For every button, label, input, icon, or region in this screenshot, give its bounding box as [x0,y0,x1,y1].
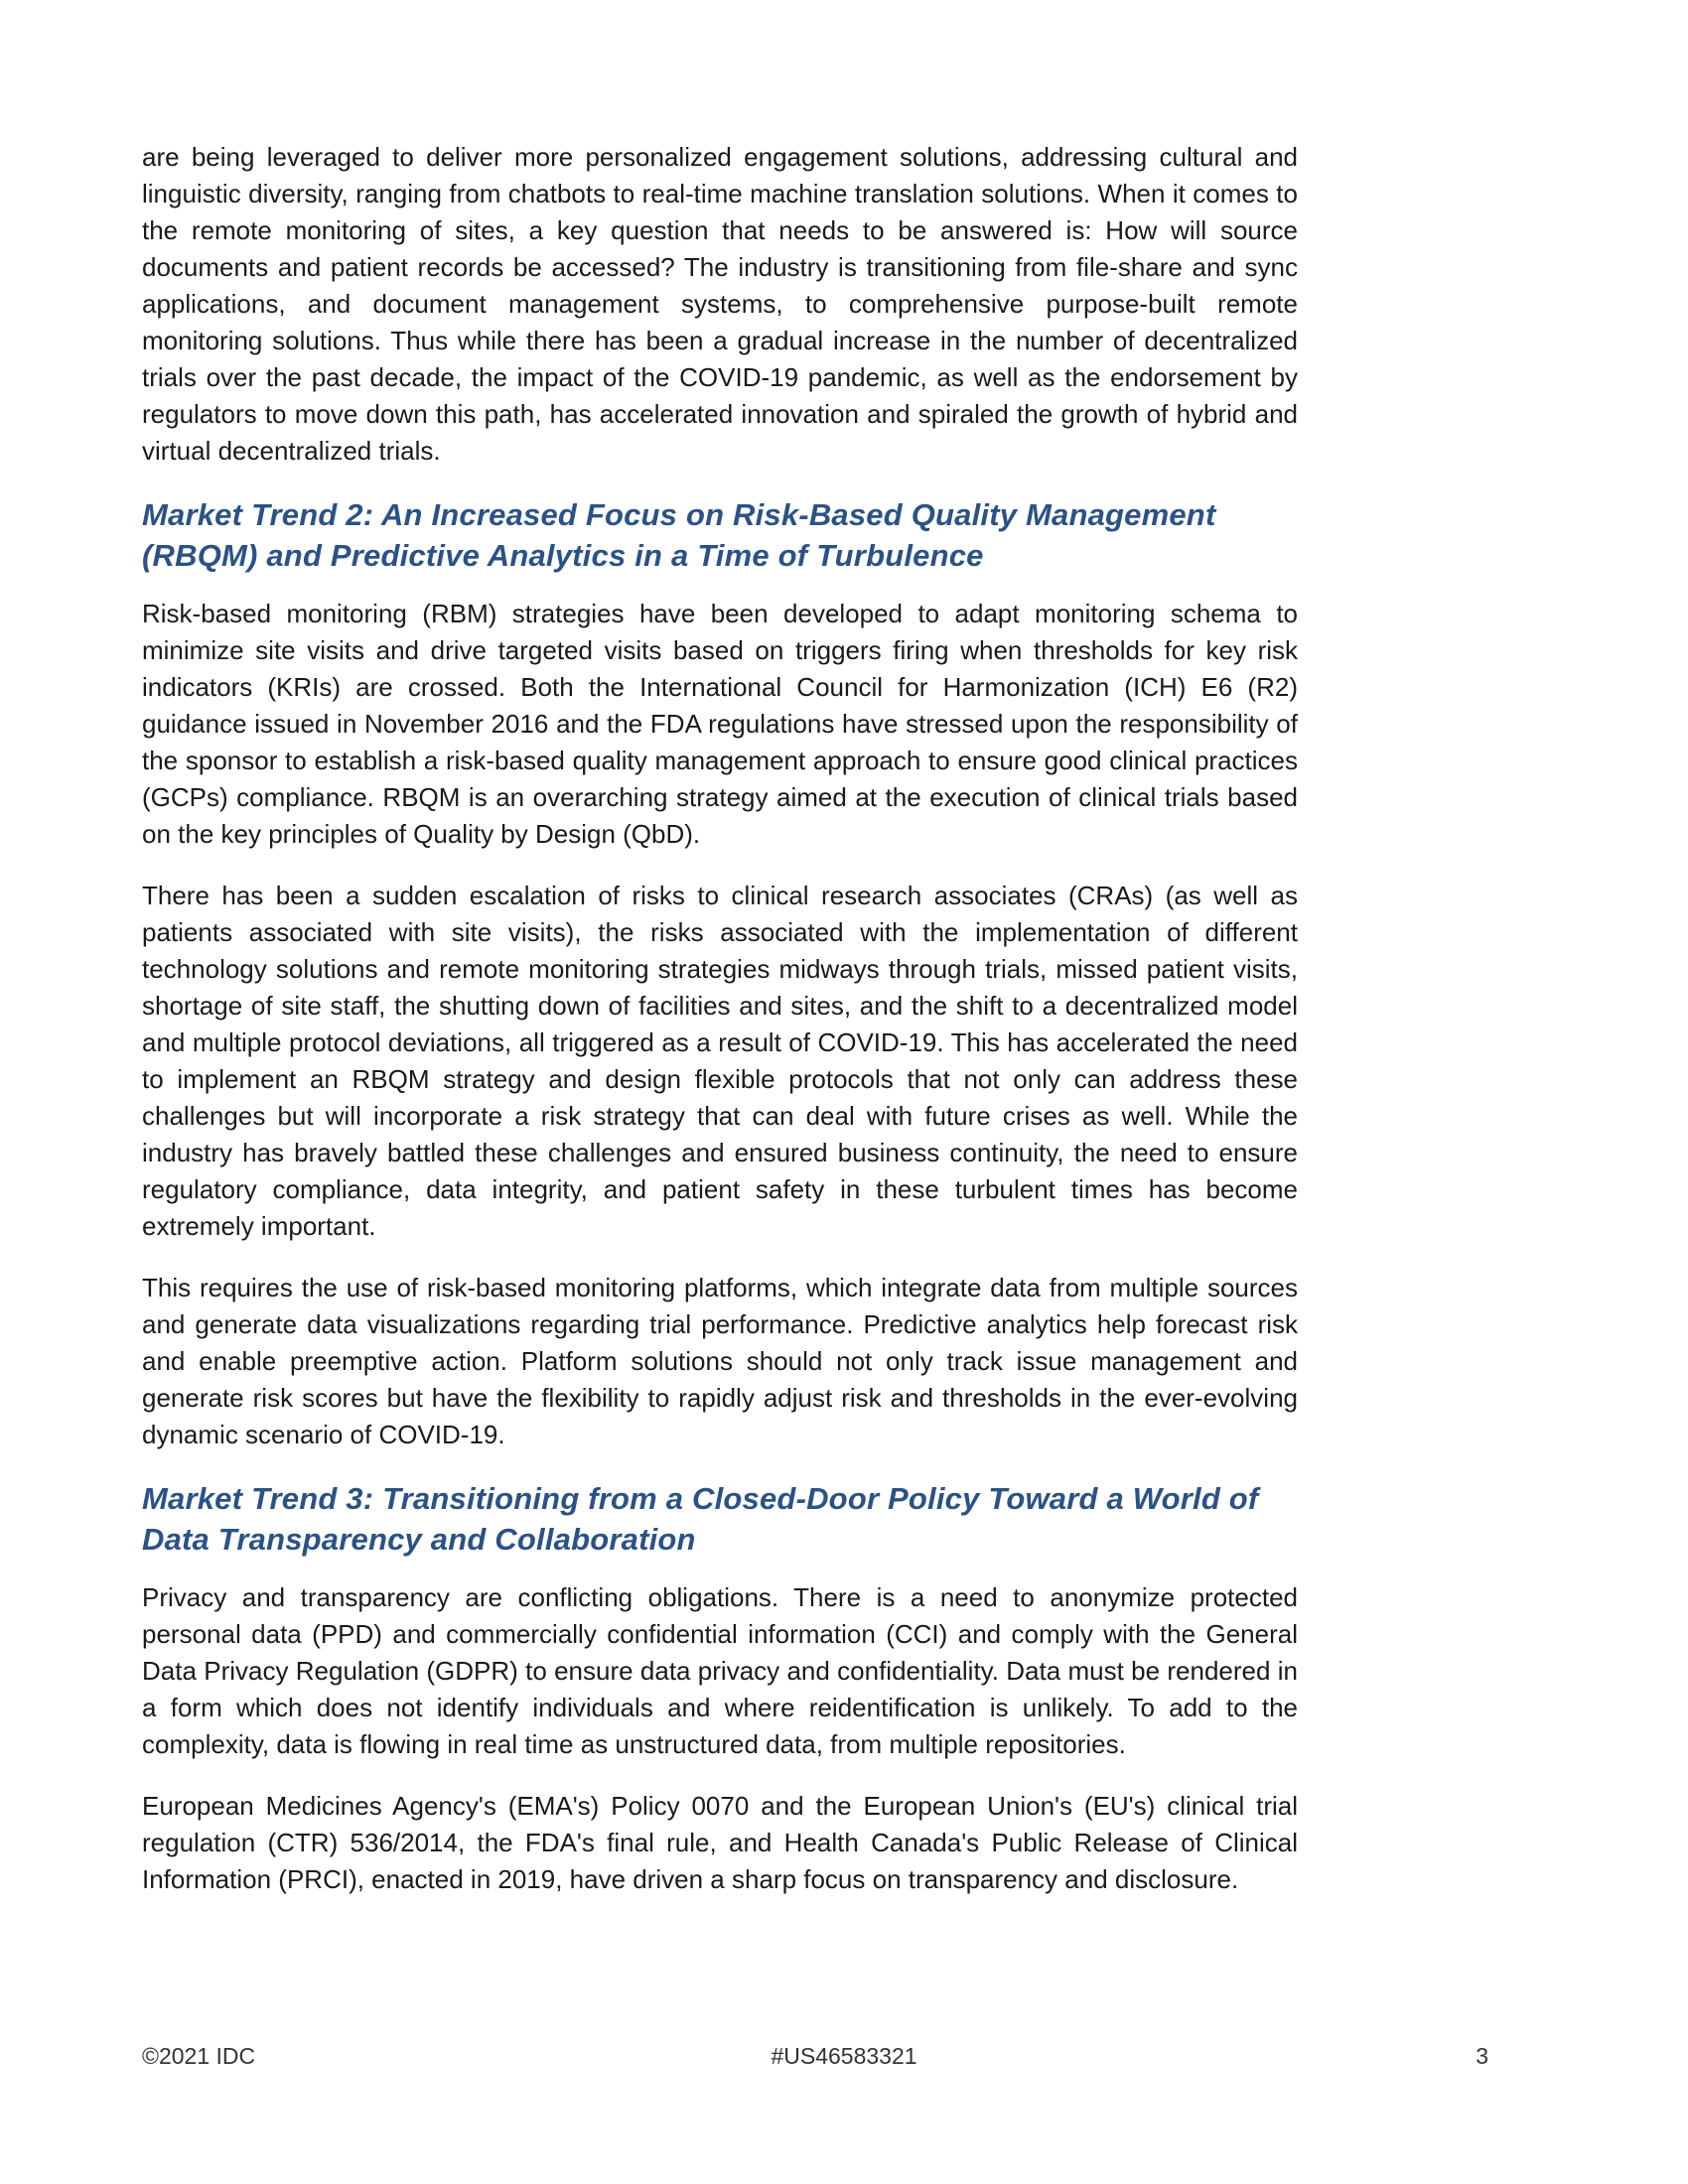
heading-line: Data Transparency and Collaboration [142,1522,696,1557]
body-paragraph: European Medicines Agency's (EMA's) Policy 0070 and the European Union's (EU's) clinical trial regulation (CTR) 536/2014, the FDA's final rule, and Health Canada's Public Release of Clinical Information (PRCI), enacted in 2019, have driven a sharp focus on transparency and disclosure. [142,1791,1298,1894]
heading-line: Market Trend 3: Transitioning from a Closed-Door Policy Toward a World of [142,1481,1259,1516]
heading-line: (RBQM) and Predictive Analytics in a Time of Turbulence [142,538,984,573]
footer-copyright: ©2021 IDC [142,2043,256,2069]
body-paragraph: There has been a sudden escalation of risks to clinical research associates (CRAs) (as well as patients associated with site visits), the risks associated with the implementation of different technology solutions and remote monitoring strategies midways through trials, missed patient visits, shortage of site staff, the shutting down of facilities and sites, and the shift to a decentralized model and multiple protocol deviations, all triggered as a result of COVID-19. This has accelerated the need to implement an RBQM strategy and design flexible protocols that not only can address these challenges but will incorporate a risk strategy that can deal with future crises as well. While the industry has bravely battled these challenges and ensured business continuity, the need to ensure regulatory compliance, data integrity, and patient safety in these turbulent times has become extremely important. [142,881,1298,1241]
body-paragraph-continued: are being leveraged to deliver more personalized engagement solutions, addressing cultural and linguistic diversity, ranging from chatbots to real-time machine translation solutions. When it comes to the remote monitoring of sites, a key question that needs to be answered is: How will source documents and patient records be accessed? The industry is transitioning from file-share and sync applications, and document management systems, to comprehensive purpose-built remote monitoring solutions. Thus while there has been a gradual increase in the number of decentralized trials over the past decade, the impact of the COVID-19 pandemic, as well as the endorsement by regulators to move down this path, has accelerated innovation and spiraled the growth of hybrid and virtual decentralized trials. [142,142,1298,466]
section-heading-market-trend-3 [142,1478,1298,1560]
page-footer [142,2043,1546,2075]
page-content [142,139,1298,1923]
body-paragraph: This requires the use of risk-based monitoring platforms, which integrate data from multiple sources and generate data visualizations regarding trial performance. Predictive analytics help forecast risk and enable preemptive action. Platform solutions should not only track issue management and generate risk scores but have the flexibility to rapidly adjust risk and thresholds in the ever-evolving dynamic scenario of COVID-19. [142,1273,1298,1449]
heading-line: Market Trend 2: An Increased Focus on Risk-Based Quality Management [142,497,1216,532]
body-paragraph: Risk-based monitoring (RBM) strategies have been developed to adapt monitoring schema to minimize site visits and drive targeted visits based on triggers firing when thresholds for key risk indicators (KRIs) are crossed. Both the International Council for Harmonization (ICH) E6 (R2) guidance issued in November 2016 and the FDA regulations have stressed upon the responsibility of the sponsor to establish a risk-based quality management approach to ensure good clinical practices (GCPs) compliance. RBQM is an overarching strategy aimed at the execution of clinical trials based on the key principles of Quality by Design (QbD). [142,599,1298,849]
body-paragraph: Privacy and transparency are conflicting obligations. There is a need to anonymize protected personal data (PPD) and commercially confidential information (CCI) and comply with the General Data Privacy Regulation (GDPR) to ensure data privacy and confidentiality. Data must be rendered in a form which does not identify individuals and where reidentification is unlikely. To add to the complexity, data is flowing in real time as unstructured data, from multiple repositories. [142,1582,1298,1759]
section-heading-market-trend-2 [142,494,1298,576]
footer-document-number: #US46583321 [771,2043,917,2069]
footer-page-number: 3 [1476,2043,1488,2069]
